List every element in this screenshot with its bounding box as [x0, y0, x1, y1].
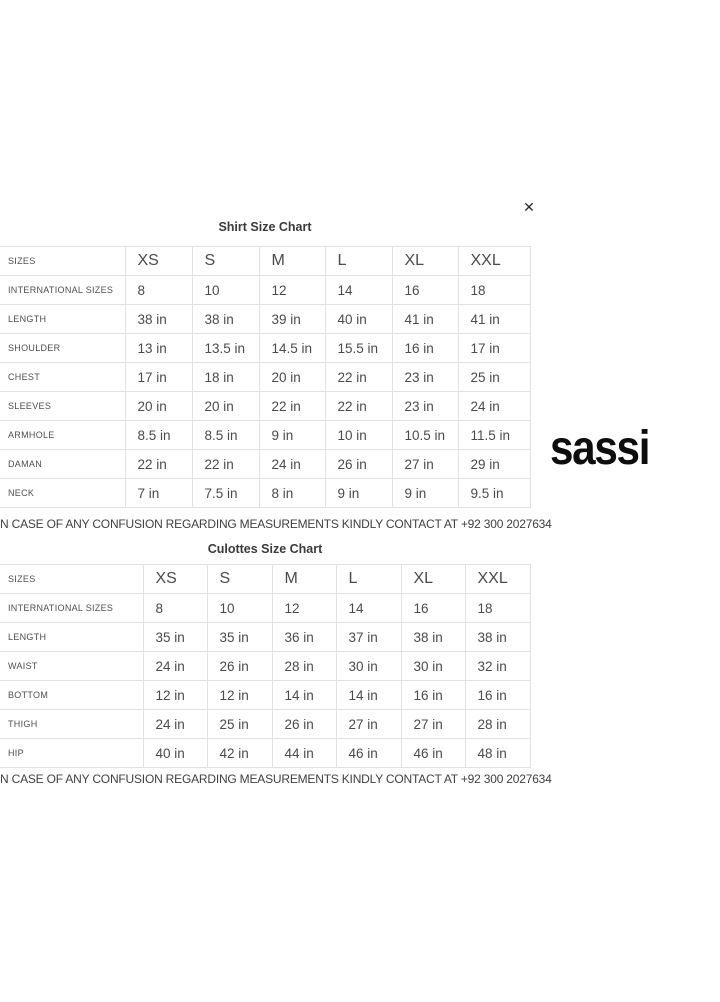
size-value-cell: 27 in	[336, 710, 401, 739]
size-value-cell: 22 in	[325, 392, 392, 421]
size-value-cell: 18	[465, 594, 530, 623]
column-header-l: L	[336, 565, 401, 594]
size-value-cell: 41 in	[392, 305, 458, 334]
row-label: LENGTH	[0, 305, 125, 334]
size-value-cell: 16 in	[465, 681, 530, 710]
table-row	[0, 479, 530, 508]
size-value-cell: 25 in	[458, 363, 530, 392]
size-value-cell: 39 in	[259, 305, 325, 334]
size-value-cell: 18	[458, 276, 530, 305]
shirt-chart-title: Shirt Size Chart	[218, 220, 312, 234]
size-value-cell: 9 in	[392, 479, 458, 508]
header-row	[0, 247, 530, 276]
table-row	[0, 421, 530, 450]
row-label: BOTTOM	[0, 681, 143, 710]
size-value-cell: 22 in	[192, 450, 259, 479]
size-value-cell: 42 in	[207, 739, 272, 768]
size-value-cell: 20 in	[125, 392, 192, 421]
size-value-cell: 13 in	[125, 334, 192, 363]
row-label: SLEEVES	[0, 392, 125, 421]
size-value-cell: 10.5 in	[392, 421, 458, 450]
size-value-cell: 16 in	[401, 681, 465, 710]
sizes-column-header: SIZES	[0, 247, 125, 276]
size-value-cell: 24 in	[458, 392, 530, 421]
size-value-cell: 28 in	[272, 652, 336, 681]
size-value-cell: 38 in	[192, 305, 259, 334]
size-value-cell: 38 in	[125, 305, 192, 334]
size-value-cell: 23 in	[392, 392, 458, 421]
size-value-cell: 15.5 in	[325, 334, 392, 363]
size-value-cell: 41 in	[458, 305, 530, 334]
culottes-size-table	[0, 564, 531, 768]
size-value-cell: 30 in	[401, 652, 465, 681]
size-value-cell: 10 in	[325, 421, 392, 450]
size-value-cell: 7.5 in	[192, 479, 259, 508]
row-label: DAMAN	[0, 450, 125, 479]
size-value-cell: 24 in	[143, 710, 207, 739]
row-label: ARMHOLE	[0, 421, 125, 450]
row-label: NECK	[0, 479, 125, 508]
size-value-cell: 9 in	[325, 479, 392, 508]
size-value-cell: 35 in	[207, 623, 272, 652]
size-value-cell: 40 in	[325, 305, 392, 334]
table-row	[0, 392, 530, 421]
row-label: SHOULDER	[0, 334, 125, 363]
table-row	[0, 652, 530, 681]
size-value-cell: 23 in	[392, 363, 458, 392]
size-value-cell: 8.5 in	[192, 421, 259, 450]
size-value-cell: 11.5 in	[458, 421, 530, 450]
table-row	[0, 276, 530, 305]
culottes-contact-note: N CASE OF ANY CONFUSION REGARDING MEASUREMENTS KINDLY CONTACT AT +92 300 2027634	[0, 772, 552, 786]
size-value-cell: 20 in	[259, 363, 325, 392]
row-label: INTERNATIONAL SIZES	[0, 594, 143, 623]
brand-logo: sassi	[550, 422, 650, 475]
column-header-m: M	[272, 565, 336, 594]
size-value-cell: 8.5 in	[125, 421, 192, 450]
size-value-cell: 14	[336, 594, 401, 623]
column-header-l: L	[325, 247, 392, 276]
header-row	[0, 565, 530, 594]
size-value-cell: 36 in	[272, 623, 336, 652]
row-label: LENGTH	[0, 623, 143, 652]
size-value-cell: 14 in	[336, 681, 401, 710]
row-label: CHEST	[0, 363, 125, 392]
size-value-cell: 9.5 in	[458, 479, 530, 508]
size-value-cell: 40 in	[143, 739, 207, 768]
size-value-cell: 9 in	[259, 421, 325, 450]
table-row	[0, 594, 530, 623]
size-value-cell: 24 in	[259, 450, 325, 479]
size-value-cell: 17 in	[458, 334, 530, 363]
size-value-cell: 8 in	[259, 479, 325, 508]
size-value-cell: 13.5 in	[192, 334, 259, 363]
column-header-xxl: XXL	[465, 565, 530, 594]
size-value-cell: 17 in	[125, 363, 192, 392]
size-value-cell: 8	[125, 276, 192, 305]
row-label: THIGH	[0, 710, 143, 739]
size-value-cell: 14	[325, 276, 392, 305]
size-value-cell: 38 in	[465, 623, 530, 652]
shirt-contact-note: N CASE OF ANY CONFUSION REGARDING MEASUREMENTS KINDLY CONTACT AT +92 300 2027634	[0, 517, 552, 531]
table-row	[0, 681, 530, 710]
size-value-cell: 7 in	[125, 479, 192, 508]
table-row	[0, 450, 530, 479]
size-value-cell: 8	[143, 594, 207, 623]
size-value-cell: 27 in	[401, 710, 465, 739]
size-value-cell: 26 in	[325, 450, 392, 479]
column-header-s: S	[192, 247, 259, 276]
size-value-cell: 22 in	[259, 392, 325, 421]
size-value-cell: 12 in	[143, 681, 207, 710]
size-value-cell: 44 in	[272, 739, 336, 768]
culottes-chart-title: Culottes Size Chart	[207, 542, 323, 556]
shirt-size-table	[0, 246, 531, 508]
table-row	[0, 710, 530, 739]
size-value-cell: 28 in	[465, 710, 530, 739]
table-row	[0, 363, 530, 392]
size-value-cell: 10	[192, 276, 259, 305]
column-header-s: S	[207, 565, 272, 594]
size-value-cell: 37 in	[336, 623, 401, 652]
size-value-cell: 30 in	[336, 652, 401, 681]
size-value-cell: 46 in	[336, 739, 401, 768]
column-header-m: M	[259, 247, 325, 276]
column-header-xl: XL	[401, 565, 465, 594]
size-value-cell: 16 in	[392, 334, 458, 363]
table-row	[0, 623, 530, 652]
size-value-cell: 12	[259, 276, 325, 305]
close-icon[interactable]: ✕	[518, 196, 540, 218]
table-row	[0, 334, 530, 363]
size-value-cell: 27 in	[392, 450, 458, 479]
row-label: INTERNATIONAL SIZES	[0, 276, 125, 305]
size-value-cell: 22 in	[325, 363, 392, 392]
size-value-cell: 20 in	[192, 392, 259, 421]
size-value-cell: 14 in	[272, 681, 336, 710]
column-header-xs: XS	[125, 247, 192, 276]
size-value-cell: 12 in	[207, 681, 272, 710]
size-value-cell: 24 in	[143, 652, 207, 681]
size-value-cell: 25 in	[207, 710, 272, 739]
column-header-xxl: XXL	[458, 247, 530, 276]
size-value-cell: 48 in	[465, 739, 530, 768]
size-value-cell: 46 in	[401, 739, 465, 768]
size-value-cell: 14.5 in	[259, 334, 325, 363]
column-header-xs: XS	[143, 565, 207, 594]
size-value-cell: 18 in	[192, 363, 259, 392]
column-header-xl: XL	[392, 247, 458, 276]
size-value-cell: 16	[392, 276, 458, 305]
row-label: WAIST	[0, 652, 143, 681]
size-value-cell: 38 in	[401, 623, 465, 652]
size-value-cell: 16	[401, 594, 465, 623]
sizes-column-header: SIZES	[0, 565, 143, 594]
size-value-cell: 26 in	[272, 710, 336, 739]
size-value-cell: 10	[207, 594, 272, 623]
size-value-cell: 35 in	[143, 623, 207, 652]
size-value-cell: 22 in	[125, 450, 192, 479]
size-value-cell: 32 in	[465, 652, 530, 681]
row-label: HIP	[0, 739, 143, 768]
size-value-cell: 29 in	[458, 450, 530, 479]
table-row	[0, 305, 530, 334]
size-value-cell: 12	[272, 594, 336, 623]
size-value-cell: 26 in	[207, 652, 272, 681]
table-row	[0, 739, 530, 768]
